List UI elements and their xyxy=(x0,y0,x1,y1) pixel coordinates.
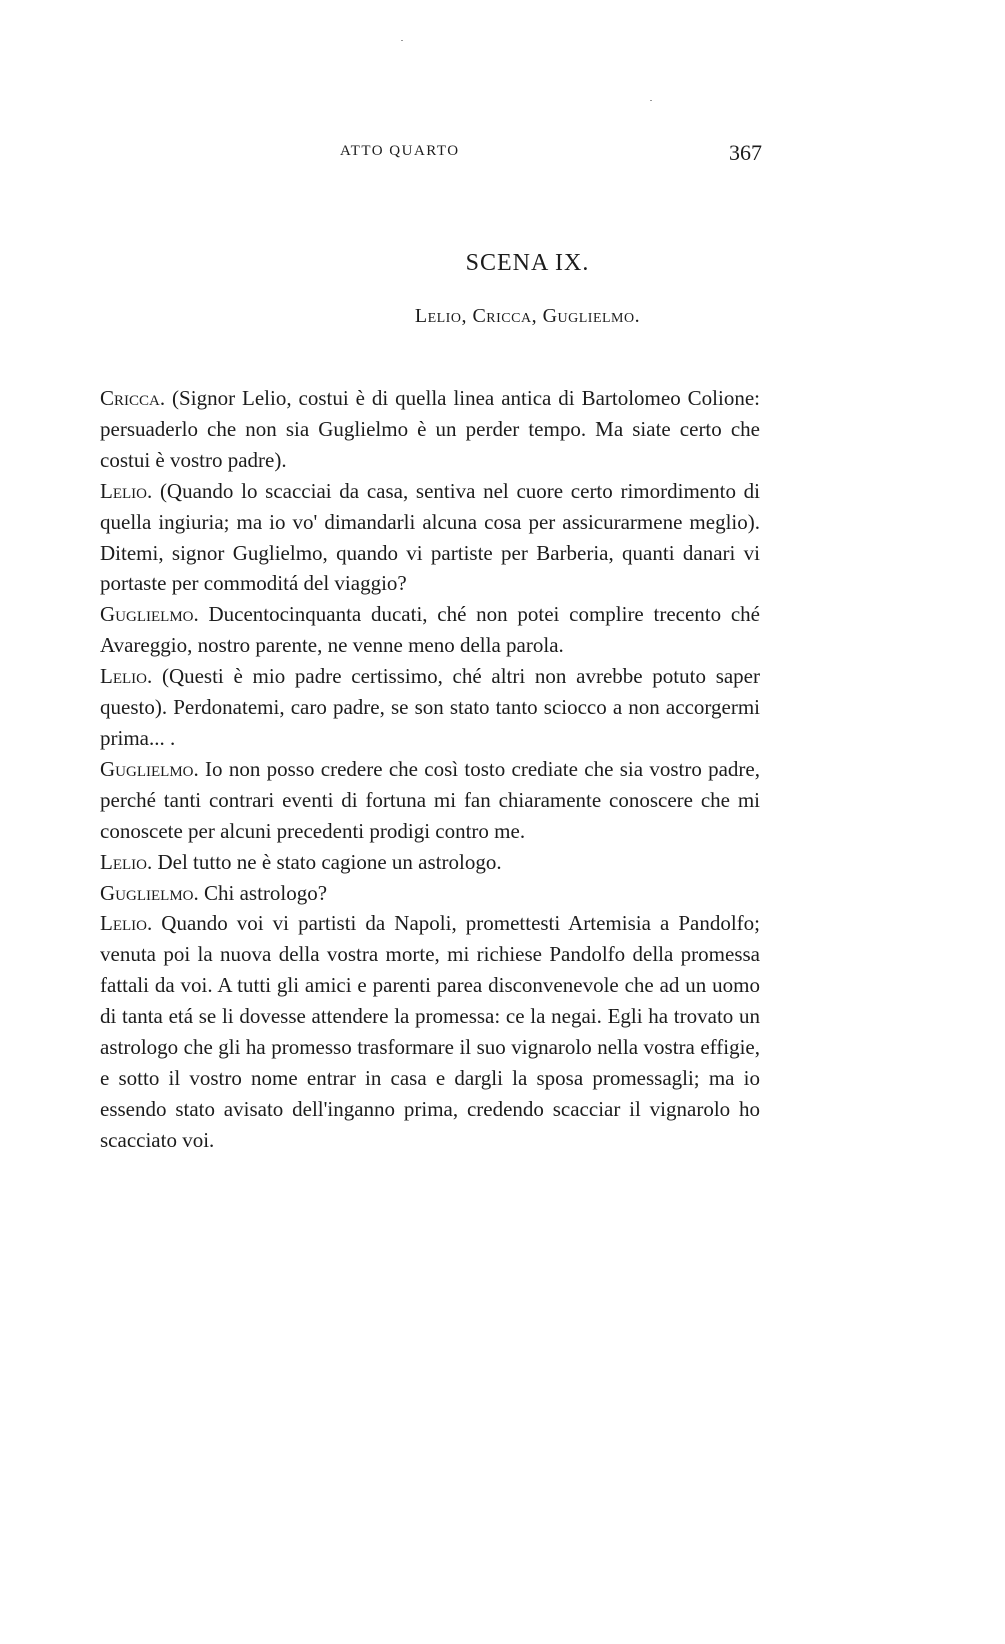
speech-text: Ducentocinquanta ducati, ché non potei complire trecento ché Avareggio, nostro parente, ne venne meno della parola. xyxy=(100,602,760,658)
speaker-name: Lelio. xyxy=(100,849,153,874)
speech-text: Del tutto ne è stato cagione un astrologo. xyxy=(152,849,502,874)
dialogue-line xyxy=(100,661,760,754)
speaker-name: Guglielmo. xyxy=(100,602,199,627)
speech-text: (Signor Lelio, costui è di quella linea antica di Bartolomeo Colione: persuaderlo che non sia Guglielmo è un perder tempo. Ma siate certo che costui è vostro padre). xyxy=(100,386,760,472)
dialogue-line xyxy=(100,847,760,878)
dialogue-line xyxy=(100,908,760,1155)
speech-text: Quando voi vi partisti da Napoli, promettesti Artemisia a Pandolfo; venuta poi la nuova della vostra morte, mi richiese Pandolfo della promessa fattali da voi. A tutti gli amici e parenti parea disconvenevole che ad un uomo di tanta etá se li dovesse attendere la promessa: ce la negai. Egli ha trovato un astrologo che gli ha promesso trasformare il suo vignarolo nella vostra effigie, e sotto il vostro nome entrar in casa e dargli la sposa promessagli; ma io essendo stato avisato dell'inganno prima, credendo scacciar il vignarolo ho scacciato voi. xyxy=(100,911,760,1152)
speech-text: Io non posso credere che così tosto crediate che sia vostro padre, perché tanti contrari eventi di fortuna mi fan chiaramente conoscere che mi conoscete per alcuni precedenti prodigi contro me. xyxy=(100,756,760,843)
scan-speck xyxy=(650,100,652,101)
speaker-name: Guglielmo. xyxy=(100,880,199,905)
speaker-name: Lelio. xyxy=(100,911,153,936)
speaker-name: Cricca. xyxy=(100,386,166,410)
page-number: 367 xyxy=(729,140,762,165)
dialogue-line xyxy=(100,383,760,476)
dialogue-line xyxy=(100,476,760,600)
speech-text: Chi astrologo? xyxy=(198,880,328,905)
dialogue-line xyxy=(100,878,760,909)
scene-characters: Lelio, Cricca, Guglielmo. xyxy=(414,305,641,327)
speech-text: (Quando lo scacciai da casa, sentiva nel cuore certo rimordimento di quella ingiuria; ma io vo' dimandarli alcuna cosa per assicurarmene meglio). Ditemi, signor Guglielmo, quando vi partiste per Barberia, quanti danari vi portaste per commoditá del viaggio? xyxy=(100,478,760,596)
dialogue-line xyxy=(100,599,760,661)
scene-title: SCENA IX. xyxy=(465,250,590,276)
speaker-name: Guglielmo. xyxy=(100,756,199,781)
speaker-name: Lelio. xyxy=(100,664,153,689)
speech-text: (Questi è mio padre certissimo, ché altri non avrebbe potuto saper questo). Perdonatemi, caro padre, se son stato tanto sciocco a non accorgermi prima... . xyxy=(100,664,760,750)
speaker-name: Lelio. xyxy=(100,478,153,503)
scan-speck xyxy=(401,40,403,41)
dialogue-body xyxy=(100,383,760,1156)
dialogue-line xyxy=(100,754,760,847)
running-head: ATTO QUARTO xyxy=(340,143,460,159)
